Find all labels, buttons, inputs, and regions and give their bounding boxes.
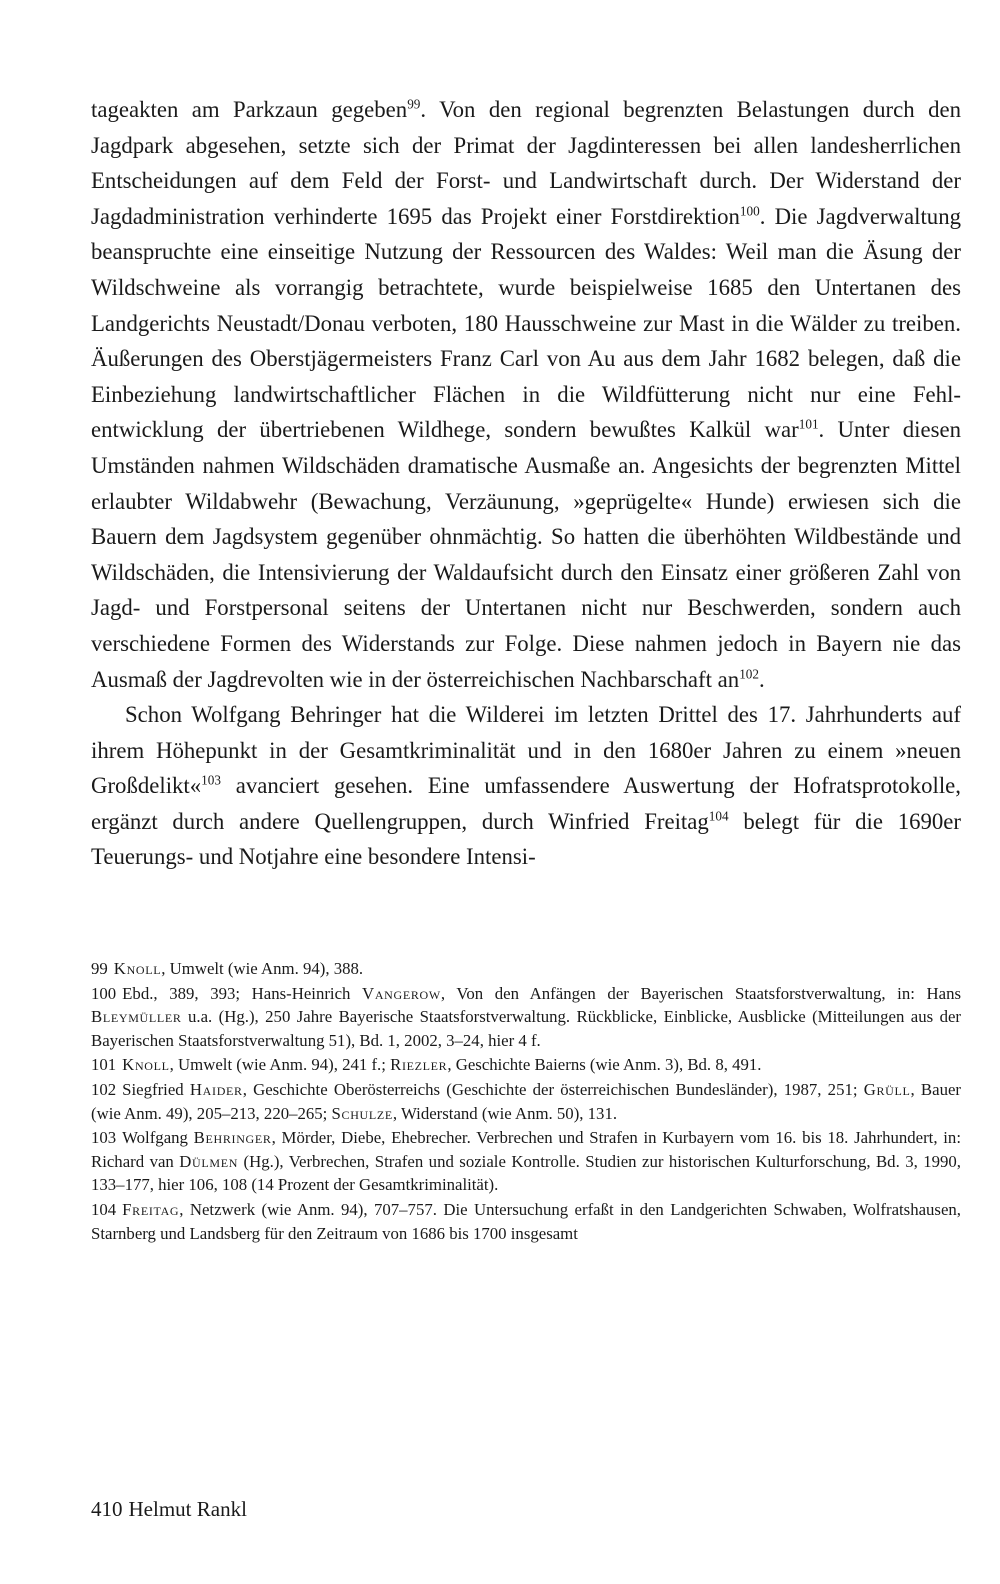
footnote-text: , Umwelt (wie Anm. 94), 241 f.; bbox=[169, 1055, 391, 1075]
author-name: Bleymüller bbox=[91, 1007, 182, 1027]
footnote-102 bbox=[91, 1078, 961, 1125]
footnote-text: Ebd., 389, 393; Hans-Heinrich bbox=[122, 983, 363, 1003]
footnote-ref-102[interactable]: 102 bbox=[739, 665, 760, 681]
main-text bbox=[91, 92, 961, 875]
paragraph-2 bbox=[91, 697, 961, 875]
footnote-text: u.a. (Hg.), 250 Jahre Bayerische Staatsforstverwaltung. Rückblicke, Einblicke, Ausblicke (Mitteilungen aus der Bayerischen Staatsforstverwaltung 51), Bd. 1, 2002, 3–24, hier 4 f. bbox=[91, 1007, 961, 1050]
footnote-text: , Bauer (wie Anm. 49), 205–213, 220–265; bbox=[91, 1079, 961, 1123]
footnote-101 bbox=[91, 1053, 961, 1077]
footnote-100 bbox=[91, 982, 961, 1053]
footnote-text: , Geschichte Baierns (wie Anm. 3), Bd. 8, 491. bbox=[447, 1055, 762, 1075]
footnote-number: 103 bbox=[91, 1128, 117, 1148]
text-run: . Die Jagdverwaltung beanspruchte eine einseitige Nutzung der Ressourcen des Waldes: Weil man die Äsung der Wildschweine als vorrangig betrachtete, wurde beispielweise 1685 den Untertanen des Landgerichts Neustadt/Donau verboten, 180 Hausschweine zur Mast in die Wälder zu treiben. Äußerungen des Oberstjägermeisters Franz Carl von Au aus dem Jahr 1682 belegen, daß die Einbeziehung landwirtschaftlicher Flächen in die Wildfütterung nicht nur eine Fehlentwicklung der übertriebenen Wildhege, sondern bewußtes Kalkül war bbox=[91, 203, 961, 443]
author-name: Riezler bbox=[390, 1055, 448, 1075]
text-run: tageakten am Parkzaun gegeben bbox=[91, 97, 408, 122]
footnote-number: 99 bbox=[91, 959, 108, 978]
footnote-104 bbox=[91, 1198, 961, 1245]
footnote-number: 100 bbox=[91, 983, 117, 1003]
footnote-text: Wolfgang bbox=[122, 1128, 194, 1148]
footnote-ref-100[interactable]: 100 bbox=[739, 203, 760, 219]
author-name: Vangerow bbox=[362, 983, 441, 1003]
footnote-ref-103[interactable]: 103 bbox=[201, 772, 221, 788]
footnote-number: 104 bbox=[91, 1199, 117, 1219]
author-name: Haider bbox=[189, 1079, 243, 1099]
footnote-number: 101 bbox=[91, 1055, 117, 1075]
author-name: Grüll bbox=[863, 1079, 911, 1099]
page-number: 410 bbox=[91, 1497, 123, 1521]
running-author: Helmut Rankl bbox=[128, 1497, 247, 1521]
footnote-number: 102 bbox=[91, 1079, 117, 1099]
author-name: Freitag bbox=[122, 1199, 180, 1219]
footnote-text: Siegfried bbox=[122, 1079, 190, 1099]
footnote-ref-99[interactable]: 99 bbox=[407, 96, 421, 112]
text-run: . Von den regional begrenzten Belastungen durch den Jagdpark abgesehen, setzte sich der Primat der Jagdinteressen bei allen landesherrlichen Entscheidungen auf dem Feld der Forst- und Landwirtschaft durch. Der Widerstand der Jagdadministration verhinderte 1695 das Projekt einer Forstdirektion bbox=[91, 97, 961, 229]
footnote-text: , Widerstand (wie Anm. 50), 131. bbox=[392, 1103, 618, 1123]
author-name: Dülmen bbox=[179, 1151, 239, 1171]
author-name: Knoll bbox=[122, 1055, 170, 1075]
footnote-text: , Mörder, Diebe, Ehebrecher. Verbrechen und Strafen in Kurbayern vom 16. bis 18. Jahrhundert, in: Richard van bbox=[91, 1128, 961, 1171]
text-run: . Unter diesen Umständen nahmen Wildschäden dramatische Ausmaße an. Angesichts der begrenzten Mittel erlaubter Wildabwehr (Bewachung, Verzäunung, »geprügelte« Hunde) erwiesen sich die Bauern dem Jagdsystem gegenüber ohnmächtig. So hatten die überhöhten Wildbestände und Wildschäden, die Intensivierung der Waldaufsicht durch den Einsatz einer größeren Zahl von Jagd- und Forstpersonal seitens der Untertanen nicht nur Beschwerden, sondern auch verschiedene Formen des Widerstands zur Folge. Diese nahmen jedoch in Bayern nie das Ausmaß der Jagdrevolten wie in der österreichischen Nachbarschaft an bbox=[91, 417, 961, 692]
text-run: avanciert gesehen. Eine umfassendere Auswertung der Hofratsprotokolle, ergänzt durch andere Quellengruppen, durch Winfried Freitag bbox=[91, 773, 961, 834]
footnote-ref-104[interactable]: 104 bbox=[708, 808, 729, 824]
text-run: Schon Wolfgang Behringer hat die Wilderei im letzten Drittel des 17. Jahrhunderts auf ihrem Höhepunkt in der Gesamtkriminalität und in den 1680er Jahren zu einem »neuen Großdelikt« bbox=[91, 702, 961, 799]
footnote-103 bbox=[91, 1126, 961, 1197]
footnotes bbox=[91, 957, 961, 1246]
author-name: Knoll bbox=[113, 959, 162, 978]
footnote-99 bbox=[91, 957, 961, 981]
author-name: Behringer bbox=[193, 1128, 272, 1148]
footnote-text: , Von den Anfängen der Bayerischen Staatsforstverwaltung, in: Hans bbox=[440, 983, 961, 1003]
footnote-ref-101[interactable]: 101 bbox=[798, 416, 819, 432]
text-run: belegt für die 1690er Teuerungs- und Notjahre eine besondere Intensi- bbox=[91, 808, 961, 870]
page-footer bbox=[91, 1497, 247, 1522]
text-run: . bbox=[759, 666, 765, 692]
author-name: Schulze bbox=[331, 1103, 393, 1123]
paragraph-1 bbox=[91, 92, 961, 697]
footnote-text: , Geschichte Oberösterreichs (Geschichte der österreichischen Bundesländer), 1987, 251; bbox=[242, 1079, 864, 1099]
footnote-text: (Hg.), Verbrechen, Strafen und soziale Kontrolle. Studien zur historischen Kulturforschung, Bd. 3, 1990, 133–177, hier 106, 108 (14 Prozent der Gesamtkriminalität). bbox=[91, 1151, 961, 1195]
footnote-text: , Umwelt (wie Anm. 94), 388. bbox=[161, 959, 364, 978]
footnote-text: , Netzwerk (wie Anm. 94), 707–757. Die Untersuchung erfaßt in den Landgerichten Schwaben, Wolfratshausen, Starnberg und Landsberg für den Zeitraum von 1686 bis 1700 insgesamt bbox=[91, 1199, 961, 1243]
